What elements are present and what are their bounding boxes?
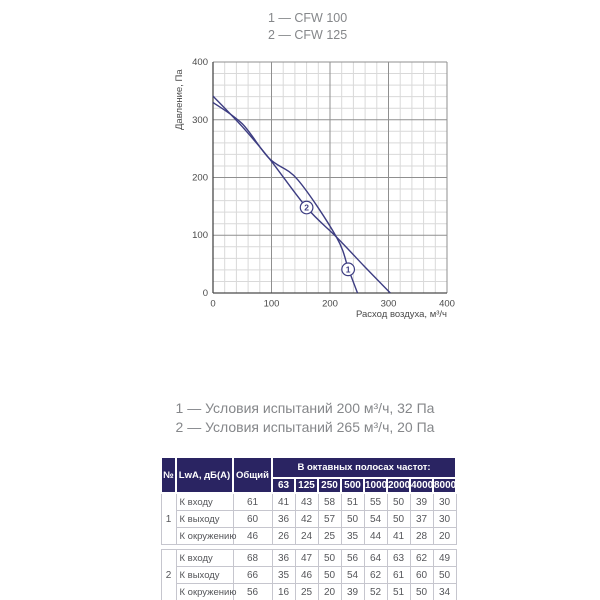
row-label: К выходу xyxy=(176,567,233,584)
octave-value: 55 xyxy=(364,493,387,511)
col-header-octave-bands: В октавных полосах частот: xyxy=(272,457,456,478)
table-row xyxy=(161,528,456,545)
group-number: 1 xyxy=(161,493,176,545)
col-header-lwa: LwA, дБ(A) xyxy=(176,457,233,493)
col-header-4000: 4000 xyxy=(411,480,434,491)
gridlines xyxy=(213,62,447,293)
row-label: К входу xyxy=(176,550,233,567)
octave-value: 41 xyxy=(272,493,295,511)
octave-value: 50 xyxy=(318,567,341,584)
octave-value: 47 xyxy=(295,550,318,567)
octave-value: 20 xyxy=(318,584,341,600)
octave-value: 62 xyxy=(410,550,433,567)
octave-value: 51 xyxy=(387,584,410,600)
octave-value: 60 xyxy=(410,567,433,584)
octave-value: 51 xyxy=(341,493,364,511)
x-tick-100: 100 xyxy=(263,298,280,310)
octave-value: 35 xyxy=(341,528,364,545)
octave-value: 50 xyxy=(341,511,364,528)
legend-item-1: 1 — CFW 100 xyxy=(268,11,348,25)
octave-value: 16 xyxy=(272,584,295,600)
octave-value: 44 xyxy=(364,528,387,545)
x-tick-labels xyxy=(210,299,455,310)
octave-value: 49 xyxy=(433,550,456,567)
x-tick-0: 0 xyxy=(210,298,216,310)
octave-value: 42 xyxy=(295,511,318,528)
octave-value: 58 xyxy=(318,493,341,511)
octave-value: 50 xyxy=(387,511,410,528)
y-tick-400: 400 xyxy=(192,57,208,68)
octave-value: 20 xyxy=(433,528,456,545)
x-tick-400: 400 xyxy=(439,298,455,310)
octave-value: 36 xyxy=(272,550,295,567)
octave-value: 56 xyxy=(341,550,364,567)
octave-value: 63 xyxy=(387,550,410,567)
octave-value: 50 xyxy=(318,550,341,567)
x-axis-title: Расход воздуха, м³/ч xyxy=(355,309,447,320)
octave-value: 41 xyxy=(387,528,410,545)
curve-marker-1 xyxy=(342,263,355,276)
octave-value: 54 xyxy=(364,511,387,528)
octave-value: 46 xyxy=(295,567,318,584)
table-row xyxy=(161,567,456,584)
octave-value: 57 xyxy=(318,511,341,528)
octave-value: 28 xyxy=(410,528,433,545)
legend-item-2: 2 — CFW 125 xyxy=(268,28,348,42)
row-label: К входу xyxy=(176,493,233,511)
octave-value: 35 xyxy=(272,567,295,584)
col-header-125: 125 xyxy=(295,478,318,493)
curve-legend xyxy=(268,10,347,44)
curve-marker-2 xyxy=(300,201,313,214)
table-row xyxy=(161,493,456,511)
y-tick-200: 200 xyxy=(192,172,208,184)
col-header-250: 250 xyxy=(318,478,341,493)
group-number: 2 xyxy=(161,550,176,600)
y-axis-title: Давление, Па xyxy=(174,69,185,130)
octave-value: 50 xyxy=(387,493,410,511)
row-label: К окружению xyxy=(176,528,233,545)
octave-value: 54 xyxy=(341,567,364,584)
col-header-total: Общий xyxy=(233,457,272,493)
octave-value: 26 xyxy=(272,528,295,545)
octave-value: 39 xyxy=(410,493,433,511)
performance-chart xyxy=(167,52,467,324)
col-header-500: 500 xyxy=(341,478,364,493)
octave-value: 36 xyxy=(272,511,295,528)
row-label: К окружению xyxy=(176,584,233,600)
octave-value: 50 xyxy=(410,584,433,600)
octave-value: 64 xyxy=(364,550,387,567)
x-tick-300: 300 xyxy=(380,298,397,310)
octave-value: 62 xyxy=(364,567,387,584)
y-tick-0: 0 xyxy=(202,288,208,299)
octave-value: 24 xyxy=(295,528,318,545)
y-tick-labels xyxy=(192,57,208,299)
octave-value: 30 xyxy=(433,493,456,511)
row-label: К выходу xyxy=(176,511,233,528)
test-conditions-line-2: 2 — Условия испытаний 265 м³/ч, 20 Па xyxy=(175,418,435,435)
octave-value: 61 xyxy=(387,567,410,584)
total-value: 66 xyxy=(233,567,272,584)
octave-value: 25 xyxy=(295,584,318,600)
svg-text:1: 1 xyxy=(345,264,351,275)
octave-value: 25 xyxy=(318,528,341,545)
octave-value: 43 xyxy=(295,493,318,511)
noise-table xyxy=(160,456,457,600)
octave-value: 52 xyxy=(364,584,387,600)
table-row xyxy=(161,511,456,528)
test-conditions xyxy=(145,399,465,436)
table-row xyxy=(161,550,456,567)
total-value: 68 xyxy=(233,550,272,567)
octave-value: 50 xyxy=(433,567,456,584)
octave-value: 30 xyxy=(433,511,456,528)
octave-value: 37 xyxy=(410,511,433,528)
total-value: 46 xyxy=(233,528,272,545)
test-conditions-line-1: 1 — Условия испытаний 200 м³/ч, 32 Па xyxy=(175,400,435,416)
curve-cfw125 xyxy=(213,96,390,293)
table-row xyxy=(161,584,456,600)
col-header-63: 63 xyxy=(272,478,295,493)
col-header-1000: 1000 xyxy=(365,480,388,491)
octave-value: 34 xyxy=(433,584,456,600)
total-value: 60 xyxy=(233,511,272,528)
x-tick-200: 200 xyxy=(322,298,338,310)
total-value: 61 xyxy=(233,493,272,511)
svg-text:2: 2 xyxy=(304,202,309,213)
octave-value: 39 xyxy=(341,584,364,600)
total-value: 56 xyxy=(233,584,272,600)
col-header-2000: 2000 xyxy=(388,480,411,491)
y-tick-300: 300 xyxy=(192,114,208,126)
y-tick-100: 100 xyxy=(192,230,208,242)
col-header-8000: 8000 xyxy=(434,480,457,491)
col-header-num: № xyxy=(161,457,176,493)
